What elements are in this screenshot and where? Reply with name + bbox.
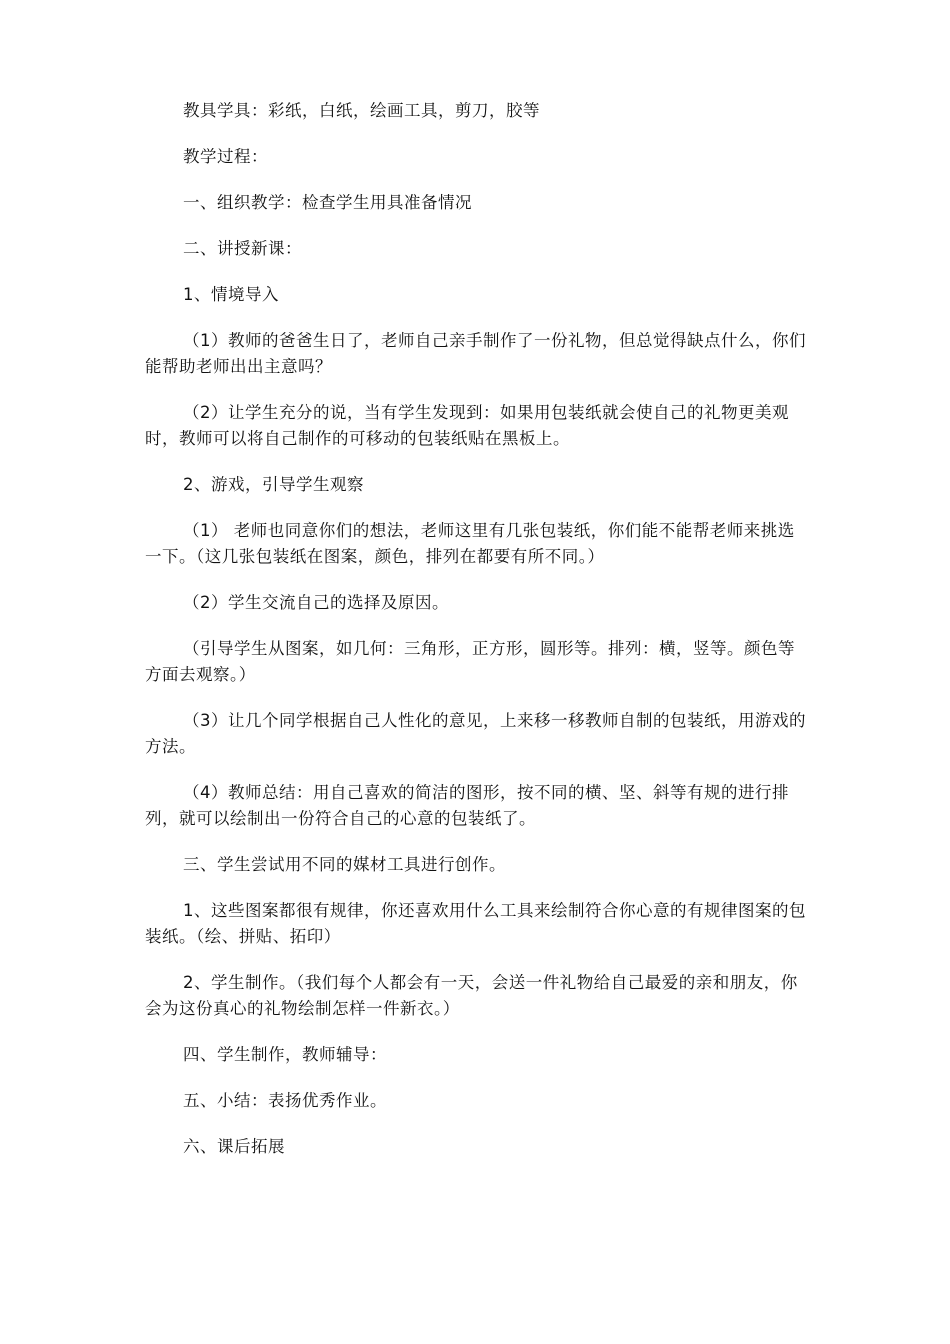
section-3-heading: 三、学生尝试用不同的媒材工具进行创作。 xyxy=(183,855,506,874)
teaching-process-heading: 教学过程： xyxy=(183,147,268,166)
paragraph-game-4: （4）教师总结：用自己喜欢的简洁的图形，按不同的横、坚、斜等有规的进行排列，就可以绘制出一份符合自己的心意的包装纸了。 xyxy=(145,783,789,828)
section-1-heading: 一、组织教学：检查学生用具准备情况 xyxy=(183,193,472,212)
paragraph-game-1: （1） 老师也同意你们的想法，老师这里有几张包装纸，你们能不能帮老师来挑选一下。（这几张包装纸在图案，颜色，排列在都要有所不同。） xyxy=(145,521,795,566)
section-4-heading: 四、学生制作，教师辅导： xyxy=(183,1045,387,1064)
paragraph-create-2: 2、学生制作。（我们每个人都会有一天，会送一件礼物给自己最爱的亲和朋友，你会为这份真心的礼物绘制怎样一件新衣。） xyxy=(145,973,798,1018)
teaching-materials-line: 教具学具：彩纸，白纸，绘画工具，剪刀，胶等 xyxy=(183,101,540,120)
paragraph-intro-1: （1）教师的爸爸生日了，老师自己亲手制作了一份礼物，但总觉得缺点什么，你们能帮助老师出出主意吗？ xyxy=(145,331,806,376)
paragraph-game-2: （2）学生交流自己的选择及原因。 xyxy=(183,593,449,612)
paragraph-game-3: （3）让几个同学根据自己人性化的意见，上来移一移教师自制的包装纸，用游戏的方法。 xyxy=(145,711,806,756)
subsection-situation-intro: 1、情境导入 xyxy=(183,285,279,304)
section-5-heading: 五、小结：表扬优秀作业。 xyxy=(183,1091,387,1110)
document-body xyxy=(145,98,810,1180)
paragraph-intro-2: （2）让学生充分的说，当有学生发现到：如果用包装纸就会使自己的礼物更美观时，教师可以将自己制作的可移动的包装纸贴在黑板上。 xyxy=(145,403,789,448)
section-6-heading: 六、课后拓展 xyxy=(183,1137,285,1156)
section-2-heading: 二、讲授新课： xyxy=(183,239,302,258)
subsection-game-observe: 2、游戏，引导学生观察 xyxy=(183,475,364,494)
paragraph-game-guide: （引导学生从图案，如几何：三角形，正方形，圆形等。排列：横，竖等。颜色等方面去观察。） xyxy=(145,639,795,684)
paragraph-create-1: 1、这些图案都很有规律，你还喜欢用什么工具来绘制符合你心意的有规律图案的包装纸。（绘、拼贴、拓印） xyxy=(145,901,806,946)
